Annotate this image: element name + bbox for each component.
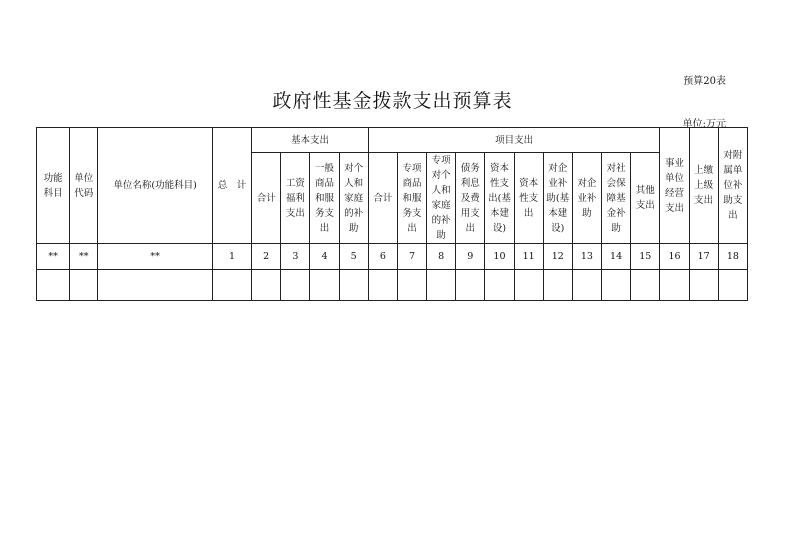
group-project-expenditure: 项目支出	[368, 128, 660, 153]
index-cell: 7	[397, 244, 426, 270]
col-proj-personal: 专项对个人和家庭的补助	[427, 153, 456, 244]
data-cell	[70, 270, 98, 301]
col-proj-enterprise-construction: 对企业补助(基本建设)	[543, 153, 572, 244]
index-cell: 8	[427, 244, 456, 270]
data-cell	[456, 270, 485, 301]
col-pay-higher: 上缴上级支出	[689, 128, 718, 244]
data-cell	[212, 270, 251, 301]
data-cell	[602, 270, 631, 301]
index-cell: 1	[212, 244, 251, 270]
data-cell	[660, 270, 689, 301]
data-cell	[514, 270, 543, 301]
unit-label: 单位:万元	[682, 119, 726, 130]
data-cell	[485, 270, 514, 301]
index-row	[37, 244, 748, 270]
index-cell: **	[98, 244, 213, 270]
index-cell: 12	[543, 244, 572, 270]
index-cell: 6	[368, 244, 397, 270]
index-cell: 13	[572, 244, 601, 270]
col-unit-name: 单位名称(功能科目)	[98, 128, 213, 244]
col-business-operating: 事业单位经营支出	[660, 128, 689, 244]
data-cell	[397, 270, 426, 301]
data-cell	[281, 270, 310, 301]
index-cell: **	[70, 244, 98, 270]
index-cell: 2	[252, 244, 281, 270]
data-cell	[689, 270, 718, 301]
data-cell	[368, 270, 397, 301]
index-cell: 9	[456, 244, 485, 270]
col-proj-social-security: 对社会保障基金补助	[602, 153, 631, 244]
index-cell: 18	[718, 244, 747, 270]
data-cell	[252, 270, 281, 301]
index-cell: 3	[281, 244, 310, 270]
col-func-code: 功能科目	[37, 128, 70, 244]
col-basic-total: 合计	[252, 153, 281, 244]
col-subsidy-subordinate: 对附属单位补助支出	[718, 128, 747, 244]
col-proj-goods: 专项商品和服务支出	[397, 153, 426, 244]
data-row-empty	[37, 270, 748, 301]
data-cell	[718, 270, 747, 301]
index-cell: 11	[514, 244, 543, 270]
data-cell	[98, 270, 213, 301]
page-title: 政府性基金拨款支出预算表	[272, 90, 513, 112]
col-total: 总 计	[212, 128, 251, 244]
index-cell: 15	[631, 244, 660, 270]
col-basic-personal: 对个人和家庭的补助	[339, 153, 368, 244]
data-cell	[37, 270, 70, 301]
col-proj-enterprise: 对企业补助	[572, 153, 601, 244]
col-proj-capital-construction: 资本性支出(基本建设)	[485, 153, 514, 244]
col-proj-debt: 债务利息及费用支出	[456, 153, 485, 244]
data-cell	[339, 270, 368, 301]
data-cell	[572, 270, 601, 301]
col-proj-other: 其他支出	[631, 153, 660, 244]
data-cell	[631, 270, 660, 301]
group-basic-expenditure: 基本支出	[252, 128, 369, 153]
col-basic-goods: 一般商品和服务支出	[310, 153, 339, 244]
index-cell: 17	[689, 244, 718, 270]
header-row-1	[37, 128, 748, 153]
index-cell: 10	[485, 244, 514, 270]
col-proj-capital: 资本性支出	[514, 153, 543, 244]
index-cell: 5	[339, 244, 368, 270]
data-cell	[310, 270, 339, 301]
data-cell	[543, 270, 572, 301]
budget-table	[36, 127, 748, 301]
data-cell	[427, 270, 456, 301]
index-cell: **	[37, 244, 70, 270]
form-number: 预算20表	[683, 76, 726, 87]
col-proj-total: 合计	[368, 153, 397, 244]
index-cell: 14	[602, 244, 631, 270]
col-basic-wage: 工资福利支出	[281, 153, 310, 244]
index-cell: 4	[310, 244, 339, 270]
col-unit-code: 单位代码	[70, 128, 98, 244]
index-cell: 16	[660, 244, 689, 270]
